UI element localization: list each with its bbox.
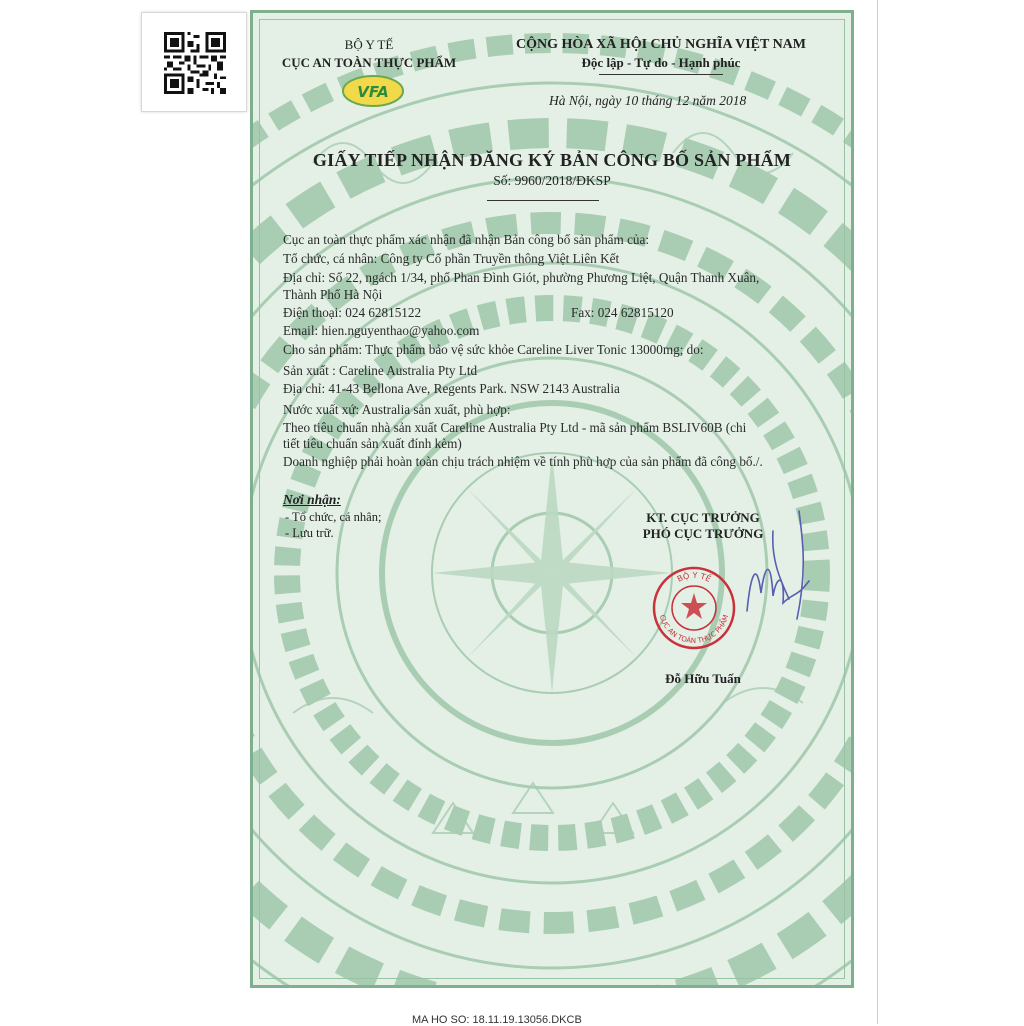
vfa-logo-icon: [341, 73, 405, 109]
body-line: Sản xuất : Careline Australia Pty Ltd: [283, 363, 478, 378]
vfa-logo-text: VFA: [357, 83, 389, 101]
national-motto: Độc lập - Tự do - Hạnh phúc: [581, 55, 741, 70]
body-line: Địa chỉ: 41-43 Bellona Ave, Regents Park. NSW 2143 Australia: [283, 381, 620, 396]
official-stamp: [651, 565, 737, 651]
certificate-document: [250, 10, 854, 988]
body-line: Cục an toàn thực phẩm xác nhận đã nhận Bản công bố sản phẩm của:: [283, 232, 650, 247]
qr-code-icon: [162, 32, 228, 94]
signature-subtitle: PHÓ CỤC TRƯỞNG: [642, 526, 764, 541]
republic-name: CỘNG HÒA XÃ HỘI CHỦ NGHĨA VIỆT NAM: [515, 37, 806, 52]
phone: Điện thoại: 024 62815122: [283, 305, 422, 320]
stamp-bottom-text: CỤC AN TOÀN THỰC PHẨM: [657, 613, 731, 646]
fax: Fax: 024 62815120: [571, 305, 674, 320]
agency-name: CỤC AN TOÀN THỰC PHẨM: [281, 55, 457, 70]
body-line: Nước xuất xứ: Australia sản xuất, phù hợp:: [283, 402, 511, 417]
place-date: Hà Nội, ngày 10 tháng 12 năm 2018: [549, 93, 747, 108]
email: Email: hien.nguyenthao@yahoo.com: [283, 323, 480, 338]
body-line: Doanh nghiệp phải hoàn toàn chịu trách nhiệm về tính phù hợp của sản phẩm đã công bố./.: [283, 454, 763, 469]
body-line: Thành Phố Hà Nội: [283, 287, 383, 302]
signature-title: KT. CỤC TRƯỞNG: [646, 510, 760, 525]
recipients-label: Nơi nhận:: [283, 492, 341, 507]
qr-code-box: [141, 12, 247, 112]
page-edge-divider: [877, 0, 878, 1024]
stamp-top-text: BỘ Y TẾ: [675, 570, 713, 584]
body-line: Cho sản phẩm: Thực phẩm bảo vệ sức khỏe Careline Liver Tonic 13000mg; do:: [283, 342, 704, 357]
body-line: Theo tiêu chuẩn nhà sản xuất Careline Australia Pty Ltd - mã sản phẩm BSLIV60B (chi: [283, 420, 747, 435]
body-line: tiết tiêu chuẩn sản xuất đính kèm): [283, 436, 462, 451]
recipient-item: - Tổ chức, cá nhân;: [285, 510, 382, 524]
recipient-item: - Lưu trữ.: [285, 526, 334, 540]
body-line: Tổ chức, cá nhân: Công ty Cổ phần Truyền thông Việt Liên Kết: [283, 251, 620, 266]
motto-underline: [599, 74, 723, 75]
ministry-name: BỘ Y TẾ: [344, 37, 394, 52]
document-number: Số: 9960/2018/ĐKSP: [493, 173, 611, 188]
dossier-code: MA HO SO: 18.11.19.13056.DKCB: [412, 1014, 582, 1026]
handwritten-signature: [727, 501, 819, 631]
signer-name: Đỗ Hữu Tuấn: [665, 671, 741, 686]
body-line: Địa chỉ: Số 22, ngách 1/34, phố Phan Đình Giót, phường Phương Liệt, Quận Thanh Xuân,: [283, 270, 760, 285]
title-underline: [487, 200, 599, 201]
document-title: GIẤY TIẾP NHẬN ĐĂNG KÝ BẢN CÔNG BỐ SẢN PHẨM: [312, 150, 792, 170]
